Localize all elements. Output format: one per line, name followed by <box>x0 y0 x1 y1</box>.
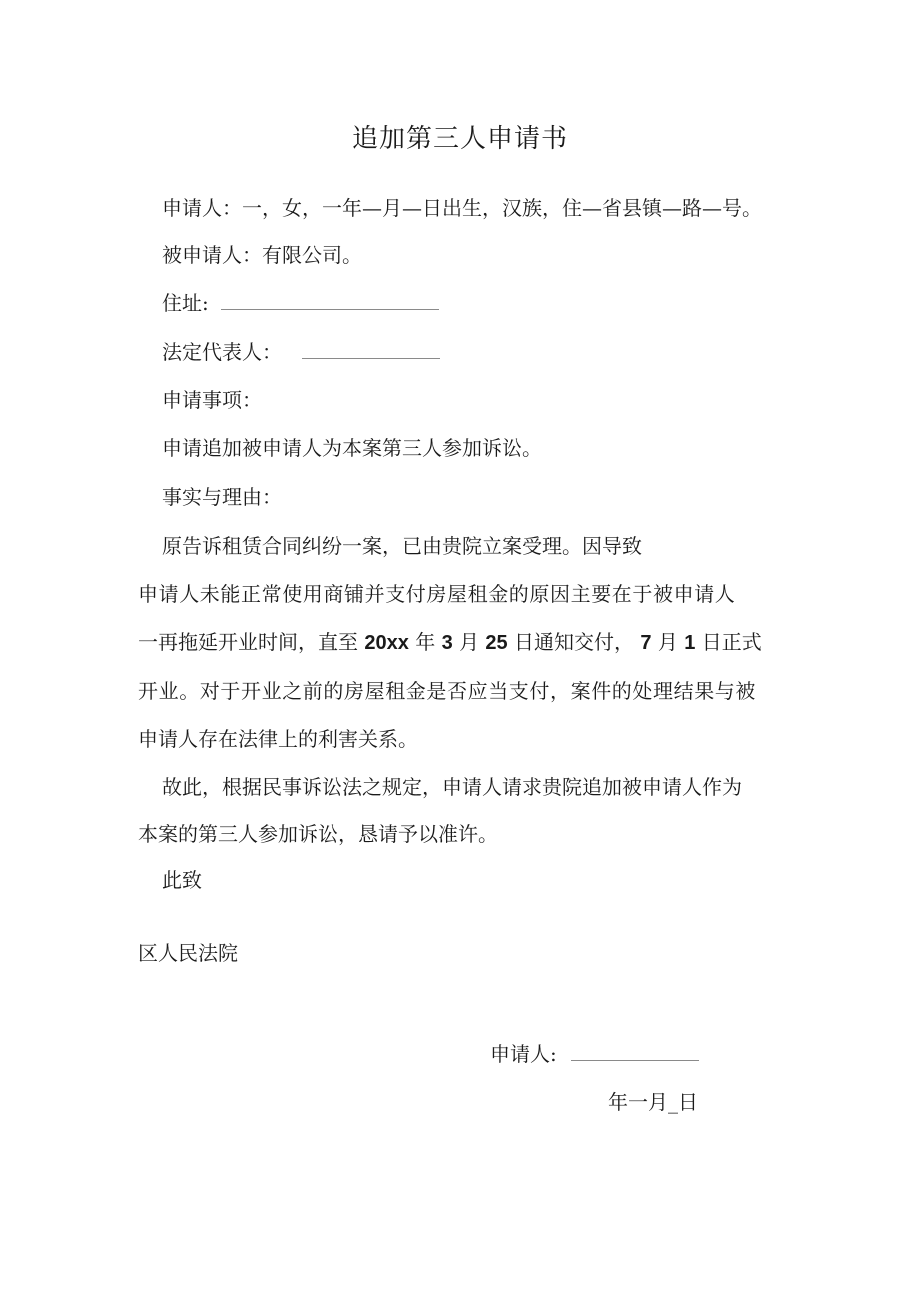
document-title: 追加第三人申请书 <box>351 124 568 154</box>
text-segment: 日通知交付， <box>514 630 635 654</box>
month-value: 3 <box>441 632 453 654</box>
facts-paragraph-2-line-1: 故此，根据民事诉讼法之规定，申请人请求贵院追加被申请人作为 <box>162 775 742 799</box>
facts-paragraph-1-line-4: 开业。对于开业之前的房屋租金是否应当支付，案件的处理结果与被 <box>138 679 756 703</box>
applicant-line: 申请人：一，女，一年—月—日出生，汉族，住—省县镇—路—号。 <box>162 196 762 220</box>
text-segment: 月 <box>459 630 480 654</box>
facts-paragraph-1-line-3 <box>138 628 762 657</box>
facts-paragraph-1-line-1: 原告诉租赁合同纠纷一案，已由贵院立案受理。因导致 <box>162 534 642 558</box>
facts-heading: 事实与理由： <box>162 485 282 509</box>
facts-paragraph-2-line-2: 本案的第三人参加诉讼，恳请予以准许。 <box>138 822 498 846</box>
closing-salutation: 此致 <box>162 868 202 892</box>
address-label: 住址: <box>162 291 209 315</box>
text-segment: 年 <box>415 630 436 654</box>
day-value: 25 <box>485 632 508 654</box>
date-line: 年一月_日 <box>608 1090 698 1114</box>
text-segment: 月 <box>657 630 678 654</box>
respondent-line: 被申请人：有限公司。 <box>162 243 362 267</box>
text-segment: 一再拖延开业时间，直至 <box>138 630 358 654</box>
signature-label: 申请人: <box>490 1042 557 1066</box>
day-value: 1 <box>684 632 696 654</box>
matters-text: 申请追加被申请人为本案第三人参加诉讼。 <box>162 436 542 460</box>
facts-paragraph-1-line-2: 申请人未能正常使用商铺并支付房屋租金的原因主要在于被申请人 <box>138 582 736 606</box>
address-line <box>162 289 439 317</box>
address-blank <box>221 291 439 310</box>
text-segment: 日正式 <box>701 630 762 654</box>
signature-line <box>490 1040 699 1068</box>
matters-heading: 申请事项： <box>162 388 262 412</box>
month-value: 7 <box>640 632 652 654</box>
court-name: 区人民法院 <box>138 941 238 965</box>
signature-blank <box>571 1042 699 1061</box>
facts-paragraph-1-line-5: 申请人存在法律上的利害关系。 <box>138 727 418 751</box>
year-value: 20xx <box>364 632 409 654</box>
legal-rep-label: 法定代表人： <box>162 340 282 364</box>
legal-rep-blank <box>302 340 440 359</box>
legal-rep-line <box>162 338 440 366</box>
